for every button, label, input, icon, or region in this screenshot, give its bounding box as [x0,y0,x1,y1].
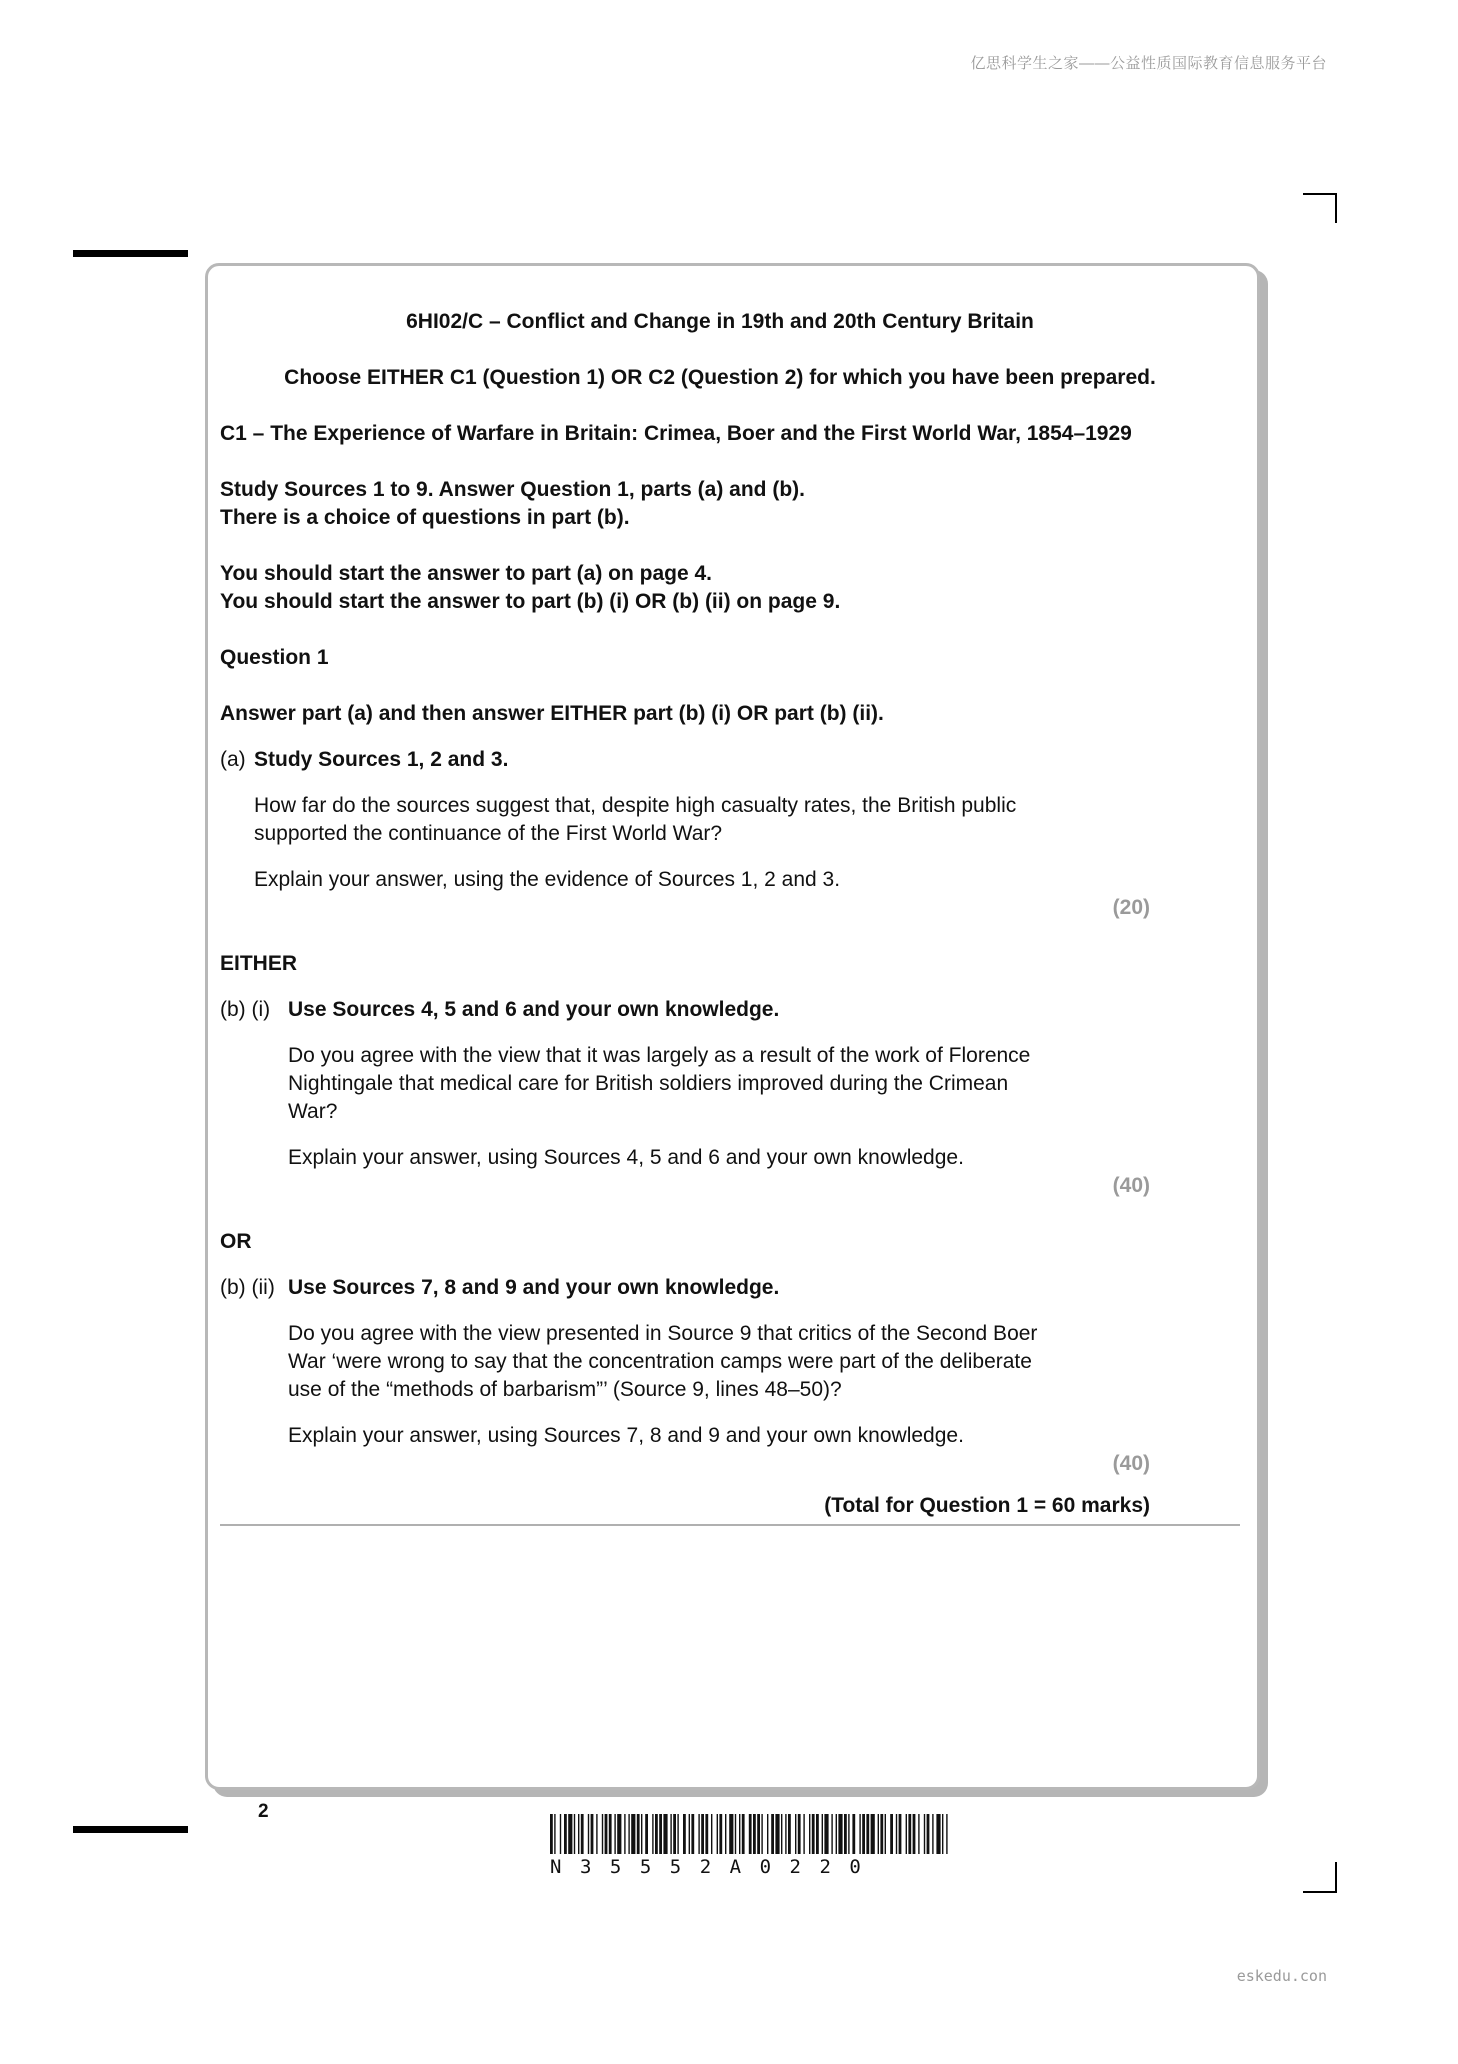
part-a-label: (a) [220,748,246,771]
part-b1-question-line-3: War? [288,1100,338,1123]
barcode-bar [866,1814,869,1854]
barcode-bar [852,1814,855,1854]
barcode-bar [550,1814,553,1854]
part-a-question [254,792,1074,894]
barcode-bar [554,1814,555,1854]
barcode-bar [913,1814,916,1854]
barcode-bar [689,1814,690,1854]
total-rule [220,1524,1240,1526]
barcode-bar [771,1814,774,1854]
barcode-bar [729,1814,733,1854]
barcode-bar [859,1814,860,1854]
barcode-bar [735,1814,736,1854]
part-b2 [220,1274,1240,1302]
crop-mark-bottom-h [1303,1891,1337,1893]
part-a-marks: (20) [1112,896,1150,919]
barcode-bar [711,1814,712,1854]
barcode-bar [725,1814,726,1854]
part-a-study: Study Sources 1, 2 and 3. [254,748,509,771]
barcode-bar [816,1814,819,1854]
barcode [550,1814,948,1854]
part-b2-marks: (40) [1112,1452,1150,1475]
instruction-line-3: You should start the answer to part (a) on page 4. [220,562,713,585]
barcode-bar [936,1814,940,1854]
part-b1-explain: Explain your answer, using Sources 4, 5 and 6 and your own knowledge. [288,1146,964,1169]
barcode-bar [809,1814,810,1854]
instruction-line-4: You should start the answer to part (b) (i) OR (b) (ii) on page 9. [220,590,841,613]
barcode-bar [803,1814,804,1854]
barcode-bar [785,1814,786,1854]
barcode-bar [609,1814,612,1854]
barcode-bar [932,1814,933,1854]
barcode-bar [798,1814,801,1854]
barcode-bar [871,1814,875,1854]
barcode-bar [698,1814,699,1854]
barcode-bar [924,1814,925,1854]
barcode-bar [719,1814,722,1854]
barcode-bar [641,1814,642,1854]
barcode-bar [574,1814,575,1854]
part-b2-question-line-3: use of the “methods of barbarism”’ (Source 9, lines 48–50)? [288,1378,842,1401]
part-b2-question-line-2: War ‘were wrong to say that the concentration camps were part of the deliberate [288,1350,1032,1373]
barcode-bar [767,1814,768,1854]
barcode-bar [946,1814,947,1854]
barcode-bar [624,1814,625,1854]
part-b2-question-line-1: Do you agree with the view presented in Source 9 that critics of the Second Boer [288,1322,1038,1345]
barcode-bar [564,1814,567,1854]
barcode-bar [560,1814,561,1854]
part-a-question-line-2: supported the continuance of the First World War? [254,822,723,845]
part-b2-use: Use Sources 7, 8 and 9 and your own knowledge. [288,1276,780,1299]
choose-instruction: Choose EITHER C1 (Question 1) OR C2 (Question 2) for which you have been prepared. [284,366,1156,389]
barcode-bar [753,1814,756,1854]
topic-heading: C1 – The Experience of Warfare in Britain: Crimea, Boer and the First World War, 1854–1929 [220,422,1132,445]
part-a-explain: Explain your answer, using the evidence of Sources 1, 2 and 3. [254,868,841,891]
barcode-bar [739,1814,740,1854]
part-b1-question-line-1: Do you agree with the view that it was largely as a result of the work of Florence [288,1044,1031,1067]
barcode-bar [677,1814,678,1854]
barcode-bar [862,1814,865,1854]
barcode-bar [836,1814,837,1854]
barcode-bar [899,1814,902,1854]
paper-title: 6HI02/C – Conflict and Change in 19th and 20th Century Britain [406,310,1034,333]
barcode-bar [701,1814,704,1854]
crop-mark-bottom-v [1335,1862,1337,1892]
barcode-bar [705,1814,708,1854]
part-b1-use: Use Sources 4, 5 and 6 and your own knowledge. [288,998,780,1021]
barcode-bar [591,1814,594,1854]
barcode-bar [908,1814,911,1854]
barcode-bar [878,1814,879,1854]
barcode-bar [588,1814,589,1854]
barcode-bar [631,1814,635,1854]
barcode-bar [822,1814,823,1854]
part-b2-question [288,1320,1108,1450]
total-marks: (Total for Question 1 = 60 marks) [824,1494,1150,1517]
barcode-bar [614,1814,615,1854]
side-bar-bottom [73,1826,188,1833]
instruction-line-2: There is a choice of questions in part (b). [220,506,630,529]
barcode-bar [757,1814,760,1854]
barcode-bar [848,1814,849,1854]
barcode-bar [617,1814,621,1854]
barcode-bar [927,1814,930,1854]
barcode-bar [824,1814,828,1854]
barcode-bar [645,1814,648,1854]
answer-instruction: Answer part (a) and then answer EITHER part (b) (i) OR part (b) (ii). [220,702,884,725]
barcode-bar [844,1814,847,1854]
barcode-bar [602,1814,603,1854]
part-b1-marks: (40) [1112,1174,1150,1197]
watermark-top: 亿思科学生之家——公益性质国际教育信息服务平台 [970,55,1327,72]
barcode-bar [788,1814,791,1854]
barcode-bar [781,1814,782,1854]
barcode-bar [659,1814,662,1854]
barcode-bar [637,1814,640,1854]
barcode-bar [890,1814,893,1854]
barcode-bar [628,1814,629,1854]
part-b2-label: (b) (ii) [220,1276,275,1299]
side-bar-top [73,250,188,257]
barcode-bar [942,1814,943,1854]
barcode-bar [812,1814,815,1854]
barcode-bar [880,1814,883,1854]
instruction-line-1: Study Sources 1 to 9. Answer Question 1, parts (a) and (b). [220,478,805,501]
barcode-bar [906,1814,907,1854]
part-b1 [220,996,1240,1024]
or-label: OR [220,1230,252,1253]
barcode-bar [605,1814,608,1854]
question-heading: Question 1 [220,646,329,669]
barcode-bar [655,1814,658,1854]
either-label: EITHER [220,952,298,975]
barcode-bar [568,1814,572,1854]
barcode-bar [663,1814,667,1854]
barcode-bar [838,1814,842,1854]
barcode-bar [918,1814,919,1854]
crop-mark-top-v [1335,193,1337,223]
barcode-bar [578,1814,579,1854]
watermark-bottom: eskedu.con [1236,1967,1327,1985]
barcode-bar [670,1814,671,1854]
crop-mark-top-h [1303,193,1337,195]
question-content [220,308,1240,1526]
part-a [220,746,1240,774]
barcode-bar [831,1814,832,1854]
barcode-bar [652,1814,653,1854]
barcode-bar [717,1814,718,1854]
part-b1-question [288,1042,1108,1172]
barcode-bar [749,1814,752,1854]
barcode-bar [596,1814,597,1854]
part-b1-question-line-2: Nightingale that medical care for British soldiers improved during the Crimean [288,1072,1009,1095]
part-a-question-line-1: How far do the sources suggest that, despite high casualty rates, the British public [254,794,1017,817]
barcode-bar [742,1814,745,1854]
part-b1-label: (b) (i) [220,998,271,1021]
barcode-bar [761,1814,762,1854]
barcode-bar [673,1814,676,1854]
barcode-bar [795,1814,796,1854]
page-number: 2 [258,1801,269,1822]
barcode-bar [691,1814,694,1854]
barcode-bar [896,1814,897,1854]
barcode-bar [683,1814,686,1854]
barcode-bar [885,1814,886,1854]
part-b2-explain: Explain your answer, using Sources 7, 8 and 9 and your own knowledge. [288,1424,964,1447]
barcode-text: N35552A0220 [550,1856,880,1878]
barcode-bar [775,1814,779,1854]
barcode-bar [581,1814,584,1854]
